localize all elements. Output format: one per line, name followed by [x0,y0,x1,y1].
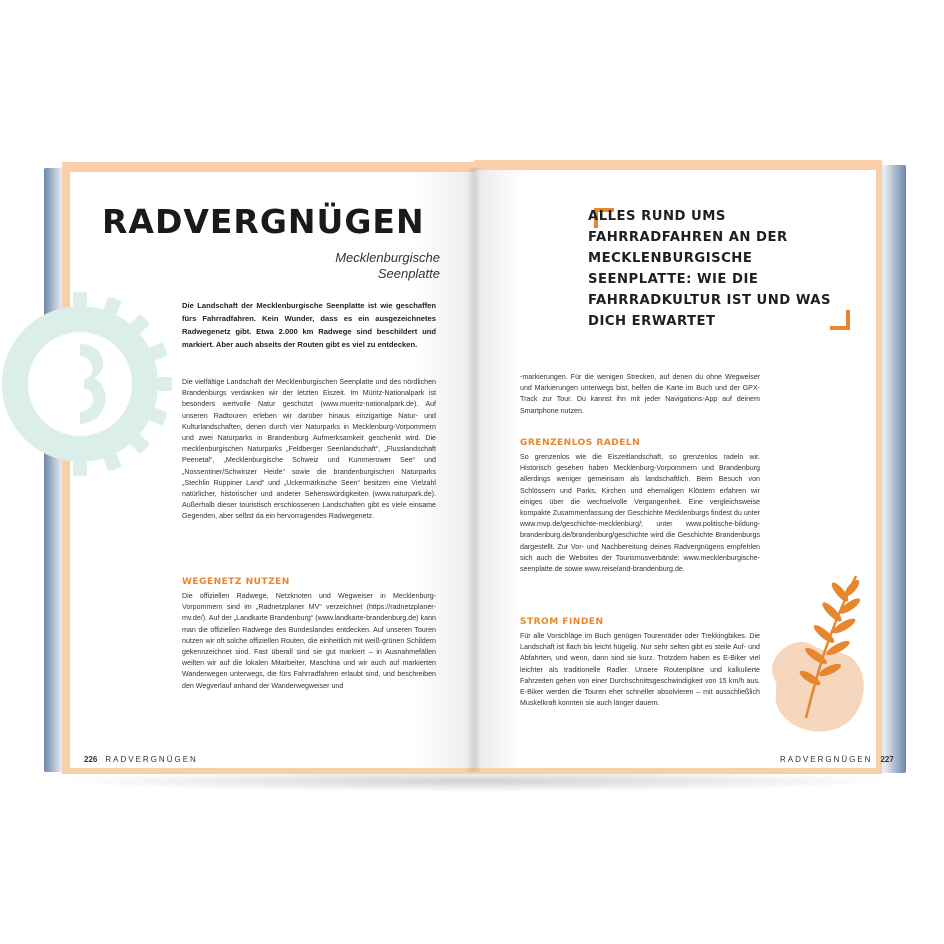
page-number-left: 226 [84,755,98,764]
leaf-illustration-icon [764,568,876,738]
body-paragraph-landscape: Die vielfältige Landschaft der Mecklenburgischen Seenplatte und des nördlichen Brandenburgs verdanken wir der letzten Eiszeit. Im Müritz-Nationalpark ist besonders wertvolle Natur geschützt (www.mueritz-nationalpark.de). Auf unseren Radtouren erleben wir darüber hinaus einzigartige Natur- und Kulturlandschaften, denen durch vier Naturparks in Mecklenburg-Vorpommern und zwei Naturparks in Brandenburg Aufmerksamkeit geschenkt wird. Die mecklenburgischen Naturparks „Feldberger Seenlandschaft“, „Flusslandschaft Peenetal“, „Mecklenburgische Schweiz und Kummerower See“ und „Nossentiner/Schwinzer Heide“ sowie die brandenburgischen Naturparks „Stechlin Ruppiner Land“ und „Uckermärkische Seen“ besitzen eine Vielzahl natürlicher, historischer und anderer Sehenswürdigkeiten (www.naturpark.de). Außerhalb dieser touristisch erschlossenen Landschaften gibt es viele einsame Gegenden, aber selbst da ein hervorragendes Radwegenetz. [182,378,436,521]
subtitle-line-2: Seenplatte [377,266,440,281]
section-heading-strom: STROM FINDEN [520,617,604,627]
bicycle-chainring-icon [60,284,180,484]
body-paragraph-wegenetz: Die offiziellen Radwege, Netzknoten und Wegweiser in Mecklenburg-Vorpommern sind im „Radnetzplaner MV“ verzeichnet (https://radnetzplaner-mv.de/). Auf der „Landkarte Brandenburg“ (www.landkarte-brandenburg.de) kann man die offiziellen Radwege des Bundeslandes entdecken. Auf unseren Touren nutzen wir oft solche offiziellen Routen, die einheitlich mit weiß-grünen Schildern gekennzeichnet sind. Fast überall sind sie gut markiert – in Ausnahmefällen weilten wir auf die lokalen Mitarbeiter, Maschina und wir auch auf markierten Wanderwegen unterwegs, die fürs Fahrradfahren erlaubt sind, und beschreiben den Wegverlauf anhand der Wanderwegweiser und [182,592,436,690]
quote-close-bracket-icon [830,310,850,330]
chapter-title: RADVERGNÜGEN [102,202,425,241]
chapter-subtitle [280,250,440,282]
right-footer [780,755,902,764]
right-page [474,170,894,768]
left-footer [76,755,198,764]
running-header-right: RADVERGNÜGEN [780,755,873,764]
intro-paragraph: Die Landschaft der Mecklenburgische Seenplatte ist wie geschaffen fürs Fahrradfahren. Kein Wunder, dass es ein ausgezeichnetes Radwegenetz gibt. Etwa 2.000 km Radwege sind beschildert und markiert. Aber auch abseits der Routen gibt es viel zu entdecken. [182,301,436,349]
pull-quote: ALLES RUND UMS FAHRRADFAHREN AN DER MECKLENBURGISCHE SEENPLATTE: WIE DIE FAHRRADKULTUR IST UND WAS DICH ERWARTET [588,209,831,329]
running-header-left: RADVERGNÜGEN [105,755,198,764]
subtitle-line-1: Mecklenburgische [335,250,440,265]
page-number-right: 227 [880,755,894,764]
body-paragraph-strom: Für alle Vorschläge im Buch genügen Tourenräder oder Trekkingbikes. Die Landschaft ist flach bis leicht hügelig. Nur sehr selten gibt es steile Auf- und Abfahrten, und wenn, dann sind sie kurz. Trotzdem haben es E-Biker viel leichter als traditionelle Radler. Unsere Routenpläne und kalkulierte Fahrzeiten gehen von einer Durchschnittsgeschwindigkeit von 15 km/h aus. E-Biker werden die Touren eher schneller absolvieren – mit ausschließlich Muskelkraft konnten sie auch länger dauern. [520,632,760,708]
section-heading-wegenetz: WEGENETZ NUTZEN [182,577,290,587]
left-page [70,172,474,768]
book-spine-shadow [466,168,482,772]
section-heading-grenzenlos: GRENZENLOS RADELN [520,438,641,448]
body-paragraph-grenzenlos: So grenzenlos wie die Eiszeitlandschaft, so grenzenlos radeln wir. Historisch gesehen haben Mecklenburg-Vorpommern und Brandenburg allerdings weniger gemeinsam als landschaftlich. Beim Besuch von Schlössern und Parks, Kirchen und ehemaligen Klöstern erfahren wir einiges über die wechselvolle Vergangenheit. Eine vergleichsweise kompakte Zusammenfassung der Geschichte Mecklenburgs findest du unter www.mvp.de/geschichte-mecklenburg/; unter www.politische-bildung-brandenburg.de/brandenburg/geschichte wird die Geschichte Brandenburgs dargestellt. Zur Vor- und Nachbereitung deines Radvergnügens empfehlen sich auch die Websites der Tourismusverbände: www.mecklenburgische-seenplatte.de sowie www.reiseland-brandenburg.de. [520,453,760,574]
body-paragraph-markierungen: -markierungen. Für die wenigen Strecken, auf denen du ohne Wegweiser und Markierungen unterwegs bist, helfen die Karte im Buch und der GPX-Track zur Tour. Du kannst ihn mit jeder Navigations-App auf deinem Smartphone nutzen. [520,373,760,415]
